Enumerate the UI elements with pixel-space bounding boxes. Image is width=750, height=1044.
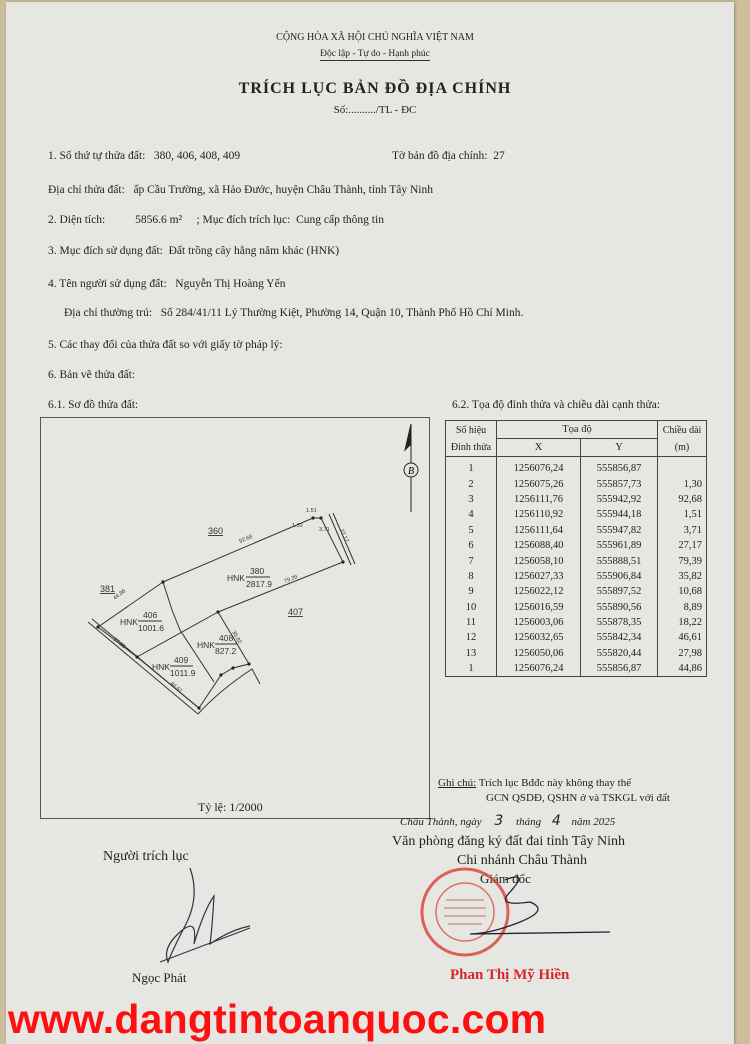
extractor-title: Người trích lục <box>103 849 189 864</box>
director-position: Giám đốc <box>480 871 531 886</box>
x-cell: 1256050,06 <box>497 646 581 661</box>
point-cell: 7 <box>446 553 497 568</box>
sketch-label: 6.1. Sơ đồ thửa đất: <box>48 399 139 411</box>
parcel-boundary <box>98 518 343 708</box>
x-cell: 1256088,40 <box>497 538 581 553</box>
edge-length: 92.68 <box>238 533 254 545</box>
edge-length: 1.51 <box>306 508 317 514</box>
edge-length: 3.71 <box>319 527 330 533</box>
office-name: Văn phòng đăng ký đất đai tỉnh Tây Ninh <box>392 834 626 849</box>
x-cell: 1256111,76 <box>497 492 581 507</box>
y-cell: 555890,56 <box>581 600 658 615</box>
edge-length: 44.86 <box>112 588 128 602</box>
point-cell: 11 <box>446 615 497 630</box>
branch-name: Chi nhánh Châu Thành <box>457 853 588 868</box>
y-cell: 555856,87 <box>581 661 658 677</box>
point-cell: 3 <box>446 492 497 507</box>
table-row <box>446 553 707 568</box>
area-row: 2. Diện tích: 5856.6 m² ; Mục đích trích lục: Cung cấp thông tin <box>48 214 384 226</box>
x-cell: 1256075,26 <box>497 476 581 491</box>
length-cell: 18,22 <box>658 615 707 630</box>
table-row <box>446 457 707 477</box>
motto: Độc lập - Tự do - Hạnh phúc <box>320 49 430 59</box>
x-cell: 1256032,65 <box>497 630 581 645</box>
edge-length: 79.39 <box>283 574 299 585</box>
table-row <box>446 523 707 538</box>
nation-header: CỘNG HÒA XÃ HỘI CHỦ NGHĨA VIỆT NAM <box>276 32 474 43</box>
col-header-y: Y <box>581 439 658 457</box>
parcel-area: 1011.9 <box>170 668 196 678</box>
x-cell: 1256058,10 <box>497 553 581 568</box>
length-cell: 3,71 <box>658 523 707 538</box>
length-cell <box>658 457 707 477</box>
length-cell: 8,89 <box>658 600 707 615</box>
col-header-point: Số hiệu Đỉnh thửa <box>446 421 497 457</box>
coords-label: 6.2. Tọa độ đỉnh thửa và chiều dài cạnh thửa: <box>452 399 661 411</box>
parcel-area: 2817.9 <box>246 579 272 589</box>
table-row <box>446 492 707 507</box>
note: Ghi chú: Trích lục Bđđc này không thay thế <box>438 777 632 789</box>
table-row <box>446 569 707 584</box>
land-use-row: 3. Mục đích sử dụng đất: Đất trồng cây hằng năm khác (HNK) <box>48 245 340 257</box>
point-cell: 6 <box>446 538 497 553</box>
parcel-no: 409 <box>174 655 189 665</box>
parcel-type: HNK <box>197 640 215 650</box>
document-number: Số:........../TL - ĐC <box>333 104 417 116</box>
changes-label: 5. Các thay đổi của thửa đất so với giấy tờ pháp lý: <box>48 339 283 351</box>
point-cell: 12 <box>446 630 497 645</box>
edge-length: 1.30 <box>292 523 303 529</box>
edge-length: 35.82 <box>230 630 243 645</box>
neighbor-label: 407 <box>288 607 304 617</box>
point-cell: 2 <box>446 476 497 491</box>
length-cell: 1,30 <box>658 476 707 491</box>
map-sheet-row: Tờ bản đồ địa chính: 27 <box>392 150 505 162</box>
y-cell: 555942,92 <box>581 492 658 507</box>
point-cell: 13 <box>446 646 497 661</box>
address-row: Địa chỉ thửa đất: ấp Cầu Trường, xã Hảo Đước, huyện Châu Thành, tỉnh Tây Ninh <box>48 184 433 196</box>
table-row <box>446 630 707 645</box>
parcel-area: 827.2 <box>215 646 237 656</box>
x-cell: 1256027,33 <box>497 569 581 584</box>
parcel-type: HNK <box>152 662 170 672</box>
edge-length: 46.61 <box>168 680 184 695</box>
neighbor-label: 360 <box>208 526 224 536</box>
drawing-label: 6. Bản vẽ thửa đất: <box>48 369 136 381</box>
y-cell: 555944,18 <box>581 507 658 522</box>
extractor-signature <box>140 866 260 966</box>
y-cell: 555947,82 <box>581 523 658 538</box>
parcel-area: 1001.6 <box>138 623 164 633</box>
length-cell: 27,98 <box>658 646 707 661</box>
edge-length: 27.98 <box>111 636 127 651</box>
y-cell: 555856,87 <box>581 457 658 477</box>
col-header-coord: Tọa độ <box>497 421 658 439</box>
point-cell: 4 <box>446 507 497 522</box>
length-cell: 35,82 <box>658 569 707 584</box>
length-cell: 92,68 <box>658 492 707 507</box>
point-cell: 1 <box>446 661 497 677</box>
length-cell: 10,68 <box>658 584 707 599</box>
x-cell: 1256111,64 <box>497 523 581 538</box>
document-title: TRÍCH LỤC BẢN ĐỒ ĐỊA CHÍNH <box>238 80 512 97</box>
watermark: www.dangtintoanquoc.com <box>8 996 547 1042</box>
y-cell: 555897,52 <box>581 584 658 599</box>
table-row <box>446 615 707 630</box>
parcel-number: 380, 406, 408, 409 <box>153 150 241 162</box>
parcel-no: 406 <box>143 610 158 620</box>
length-cell: 46,61 <box>658 630 707 645</box>
parcel-no: 408 <box>219 633 234 643</box>
point-cell: 5 <box>446 523 497 538</box>
extractor-name: Ngọc Phát <box>132 970 187 985</box>
point-cell: 1 <box>446 457 497 477</box>
y-cell: 555820,44 <box>581 646 658 661</box>
x-cell: 1256076,24 <box>497 661 581 677</box>
table-row <box>446 584 707 599</box>
owner-row: 4. Tên người sử dụng đất: Nguyễn Thị Hoàng Yến <box>48 278 286 290</box>
parcel-divider <box>163 582 214 682</box>
official-stamp <box>410 862 610 962</box>
map-scale: Tỷ lệ: 1/2000 <box>198 800 263 814</box>
parcel-number-row: 1. Số thứ tự thửa đất: 380, 406, 408, 409 <box>48 150 241 162</box>
table-row <box>446 646 707 661</box>
coordinates-table <box>445 420 707 677</box>
point-cell: 8 <box>446 569 497 584</box>
y-cell: 555906,84 <box>581 569 658 584</box>
edge-length: 27.17 <box>338 528 350 544</box>
parcel-no: 380 <box>250 566 265 576</box>
length-cell: 44,86 <box>658 661 707 677</box>
director-name: Phan Thị Mỹ Hiền <box>450 967 570 983</box>
x-cell: 1256076,24 <box>497 457 581 477</box>
parcel-type: HNK <box>227 573 245 583</box>
residence-row: Địa chỉ thường trú: Số 284/41/11 Lý Thường Kiệt, Phường 14, Quận 10, Thành Phố Hồ Chí Minh. <box>64 307 524 319</box>
x-cell: 1256003,06 <box>497 615 581 630</box>
table-row <box>446 600 707 615</box>
note-line2: GCN QSDĐ, QSHN ở và TSKGL với đất <box>486 792 670 804</box>
length-cell: 79,39 <box>658 553 707 568</box>
point-cell: 9 <box>446 584 497 599</box>
north-label: B <box>407 466 415 477</box>
neighbor-label: 381 <box>100 584 116 594</box>
y-cell: 555961,89 <box>581 538 658 553</box>
y-cell: 555857,73 <box>581 476 658 491</box>
table-row <box>446 538 707 553</box>
col-header-x: X <box>497 439 581 457</box>
parcel-type: HNK <box>120 617 138 627</box>
table-row <box>446 507 707 522</box>
x-cell: 1256016,59 <box>497 600 581 615</box>
y-cell: 555878,35 <box>581 615 658 630</box>
table-row <box>446 661 707 677</box>
y-cell: 555888,51 <box>581 553 658 568</box>
y-cell: 555842,34 <box>581 630 658 645</box>
col-header-length: Chiều dài (m) <box>658 421 707 457</box>
x-cell: 1256022,12 <box>497 584 581 599</box>
length-cell: 1,51 <box>658 507 707 522</box>
point-cell: 10 <box>446 600 497 615</box>
road-edge <box>198 669 260 714</box>
place-date: Châu Thành, ngày 3 tháng 4 năm 2025 <box>400 813 616 829</box>
x-cell: 1256110,92 <box>497 507 581 522</box>
table-row <box>446 476 707 491</box>
length-cell: 27,17 <box>658 538 707 553</box>
